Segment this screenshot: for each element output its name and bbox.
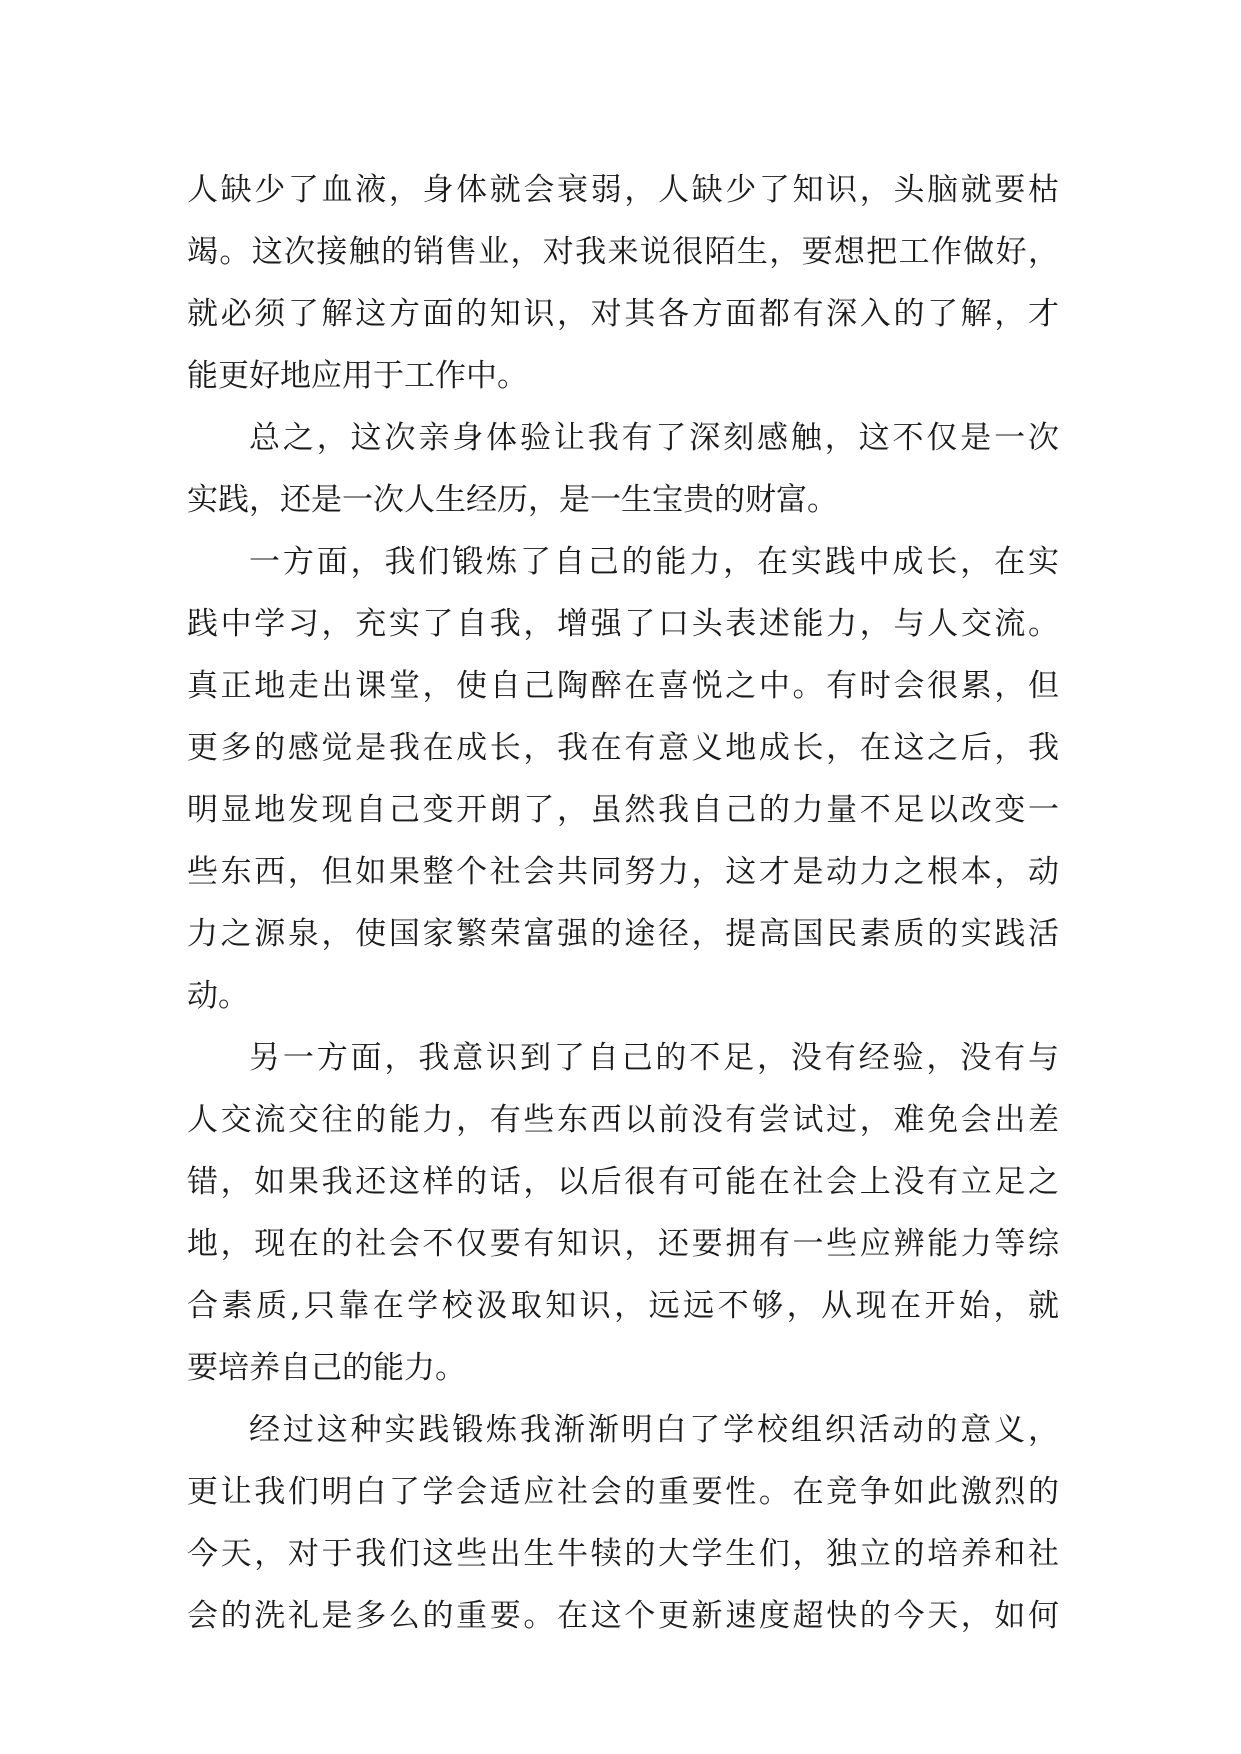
text-line: 另一方面，我意识到了自己的不足，没有经验，没有与 bbox=[249, 1040, 1059, 1076]
text-line: 一方面，我们锻炼了自己的能力，在实践中成长，在实 bbox=[249, 544, 1059, 580]
text-line: 明显地发现自己变开朗了，虽然我自己的力量不足以改变一 bbox=[187, 792, 1059, 828]
text-line: 地，现在的社会不仅要有知识，还要拥有一些应辨能力等综 bbox=[187, 1226, 1059, 1262]
text-line: 总之，这次亲身体验让我有了深刻感触，这不仅是一次 bbox=[249, 420, 1059, 456]
text-line: 错，如果我还这样的话，以后很有可能在社会上没有立足之 bbox=[187, 1164, 1059, 1200]
text-line: 人缺少了血液，身体就会衰弱，人缺少了知识，头脑就要枯 bbox=[187, 172, 1059, 208]
text-line: 竭。这次接触的销售业，对我来说很陌生，要想把工作做好， bbox=[187, 234, 1059, 270]
text-line: 今天，对于我们这些出生牛犊的大学生们，独立的培养和社 bbox=[187, 1536, 1059, 1572]
text-line: 人交流交往的能力，有些东西以前没有尝试过，难免会出差 bbox=[187, 1102, 1059, 1138]
text-line: 实践，还是一次人生经历，是一生宝贵的财富。 bbox=[187, 482, 838, 518]
text-line: 就必须了解这方面的知识，对其各方面都有深入的了解，才 bbox=[187, 296, 1059, 332]
text-line: 真正地走出课堂，使自己陶醉在喜悦之中。有时会很累，但 bbox=[187, 668, 1059, 704]
text-line: 更多的感觉是我在成长，我在有意义地成长，在这之后，我 bbox=[187, 730, 1059, 766]
text-line: 要培养自己的能力。 bbox=[187, 1350, 466, 1386]
text-line: 力之源泉，使国家繁荣富强的途径，提高国民素质的实践活 bbox=[187, 916, 1059, 952]
text-line: 动。 bbox=[187, 978, 249, 1014]
text-line: 会的洗礼是多么的重要。在这个更新速度超快的今天，如何 bbox=[187, 1598, 1059, 1634]
text-line: 经过这种实践锻炼我渐渐明白了学校组织活动的意义， bbox=[249, 1412, 1059, 1448]
text-line: 合素质,只靠在学校汲取知识，远远不够，从现在开始，就 bbox=[187, 1288, 1059, 1324]
text-line: 些东西，但如果整个社会共同努力，这才是动力之根本，动 bbox=[187, 854, 1059, 890]
text-line: 能更好地应用于工作中。 bbox=[187, 358, 528, 394]
document-body bbox=[187, 159, 1059, 1647]
text-line: 更让我们明白了学会适应社会的重要性。在竞争如此激烈的 bbox=[187, 1474, 1059, 1510]
text-line: 践中学习，充实了自我，增强了口头表述能力，与人交流。 bbox=[187, 606, 1059, 642]
